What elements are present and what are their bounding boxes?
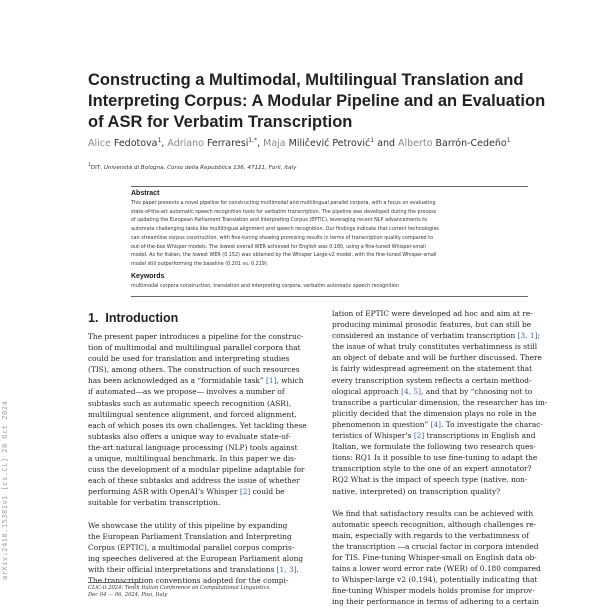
body-line [332,408,570,419]
body-text: producing minimal prosodic features, but can still be [332,320,532,330]
title-line: of ASR for Verbatim Transcription [88,113,353,131]
footnote-rule [88,582,143,583]
body-line [332,330,570,341]
body-text: to Whisper-large v2 (0.194), potentially indicating that [332,575,538,585]
body-line [332,563,570,574]
body-text: We find that satisfactory results can be achieved with [332,508,534,518]
body-text: if automated—as we propose— involves a number of [88,387,285,397]
body-line [332,352,570,363]
body-text: main, especially with regards to the verbatimness of [332,530,529,540]
abstract-bottom-rule [131,296,528,297]
body-text: multilingual sentence alignment, and forced alignment, [88,409,297,419]
affiliation-mark: 1 [88,163,91,168]
author [167,138,257,149]
body-line [332,463,570,474]
body-text: Corpus (EPTIC), a multimodal parallel corpus compris- [88,542,295,552]
body-text: . To investigate the charac- [441,419,543,429]
body-text: could be used for translation and interpreting studies [88,354,290,364]
body-line [332,497,570,508]
section-heading [88,311,178,325]
arxiv-watermark: arXiv:2410.15381v1 [cs.CL] 20 Oct 2024 [1,400,9,580]
citation-link[interactable]: [1, 3] [276,564,297,574]
body-text: an object of debate and will be further discussed. There [332,353,542,363]
affiliation [88,163,568,171]
body-line [88,386,320,397]
abstract-line: model. As for Italian, the lowest WER (0.152) was obtained by the Whisper Large-v2 model, with the fine-tuned Whisper-small [131,252,437,259]
author-separator: and [374,138,399,150]
affiliation-address: Università di Bologna, Corso della Repubblica 136, 47121, Forlì, Italy [103,164,297,171]
body-line [88,431,320,442]
body-line [88,564,320,575]
title-line: Interpreting Corpus: A Modular Pipeline and an Evaluation [88,92,546,110]
body-text: ; [537,331,540,341]
body-text: , and that by “choosing not to [421,386,533,396]
conference-footnote [88,585,328,599]
body-text: Italian, we formulate the following two research ques- [332,442,536,452]
body-line [332,419,570,430]
body-line [332,441,570,452]
body-line [332,552,570,563]
abstract-line: out-of-the-box Whisper models. The lowest overall WER achieved for English was 0.180, using a fine-tuned Whisper-small [131,243,426,250]
body-line [88,364,320,375]
author-given-name: Alberto [398,138,436,150]
body-text: for TIS. Fine-tuning Whisper-small on English data ob- [332,553,537,563]
paper-title [88,70,558,133]
citation-link[interactable]: [4, 5] [401,386,421,396]
author-separator: , [257,138,264,150]
footnote-line: Dec 04 — 06, 2024, Pisa, Italy [88,592,168,598]
body-line [88,531,320,542]
body-text: phenomenon in question” [332,419,431,429]
author-separator: , [161,138,168,150]
author-affiliation-mark: 1 [370,137,375,144]
abstract-body [131,199,528,269]
keywords-text: multimodal corpora construction, translation and interpreting corpora, verbatim automatic speech recognition [131,283,399,289]
body-text: subtasks such as automatic speech recognition (ASR), [88,398,292,408]
body-line [88,442,320,453]
body-text: The present paper introduces a pipeline for the construc- [88,332,304,341]
body-text: tains a lower word error rate (WER) of 0.180 compared [332,564,541,574]
body-text: performing ASR with OpenAI’s Whisper [88,487,240,497]
body-text: native, interpreted) on transcription quality? [332,486,501,496]
body-text: tion of multimodal and multilingual parallel corpora that [88,343,301,353]
body-line [332,530,570,541]
body-line [332,519,570,530]
author-affiliation-mark: 1 [157,137,162,144]
citation-link[interactable]: [4] [430,419,442,429]
body-line [332,508,570,519]
author-affiliation-mark: 1 [506,137,511,144]
body-line [332,363,570,374]
body-line [88,375,320,386]
abstract-line: state-of-the-art automatic speech recognition tools for verbatim transcription. The pipeline was developed during the process [131,208,437,215]
body-line [88,475,320,486]
body-line [88,509,320,520]
body-line [88,520,320,531]
body-line [332,452,570,463]
author-family-name: Ferraresi [206,138,249,150]
keywords-heading: Keywords [131,273,165,280]
body-line [332,596,570,607]
abstract-top-rule [131,186,528,187]
body-line [88,553,320,564]
body-text: each of which poses its own challenges. Yet tackling these [88,420,307,430]
author-family-name: Barrón-Cedeño [435,138,507,150]
body-text: tions: RQ1 Is it possible to use fine-tuning to adapt the [332,453,538,463]
author [398,138,511,149]
body-text: has been acknowledged as a “formidable task” [88,376,267,386]
body-text: We showcase the utility of this pipeline by expanding [88,520,288,530]
body-text: teristics of Whisper’s [332,431,414,441]
abstract-heading: Abstract [131,190,160,197]
abstract-line: can streamline corpus construction, with fine-tuning showing promising results in terms of transcription quality compared to [131,234,434,241]
title-line: Constructing a Multimodal, Multilingual Translation and [88,71,524,89]
author [88,138,161,149]
body-text: cuss the development of a modular pipeline adaptable for [88,465,305,475]
body-text: ing their performance in terms of adhering to a certain [332,597,540,607]
body-text: suitable for verbatim transcription. [88,498,221,508]
body-text: considered an instance of verbatim transcription [332,331,518,341]
abstract-line: This paper presents a novel pipeline for constructing multimodal and multilingual parallel corpora, with a focus on evaluating [131,200,436,206]
body-text: lation of EPTIC were developed ad hoc and aim at re- [332,309,533,318]
body-line [88,331,320,342]
citation-link[interactable]: [3, 1] [517,331,538,341]
footnote-line: CLiC-it 2024: Tenth Italian Conference on Computational Linguistics, [88,585,271,591]
body-text: the European Parliament Translation and Interpreting [88,531,292,541]
section-title: Introduction [105,311,179,325]
author [263,138,374,149]
body-text: with their official interpretations and translations [88,564,277,574]
body-line [88,420,320,431]
body-text: plicitly decided that the dimension plays no role in the [332,408,537,418]
body-line [332,308,570,319]
body-text: transcription style to the one of an expert annotator? [332,464,532,474]
body-text: the-art natural language processing (NLP) tools against [88,442,298,452]
body-line [332,341,570,352]
body-line [332,430,570,441]
body-text: ing speeches delivered at the European Parliament along [88,553,304,563]
body-text: the transcription —a crucial factor in corpora intended [332,541,539,551]
abstract-line: model still outperforming the baseline (0.201 vs. 0.219). [131,260,269,267]
affiliation-org: DIT, [90,164,104,171]
body-line [88,497,320,508]
section-number: 1. [88,311,99,325]
body-line [332,585,570,596]
citation-link[interactable]: [2] [239,487,251,497]
body-text: , which [276,376,304,386]
body-line [88,342,320,353]
body-line [332,474,570,485]
body-text: automatic speech recognition, although challenges re- [332,519,537,529]
citation-link[interactable]: [1] [266,376,277,386]
body-line [332,397,570,408]
body-text: RQ2 What is the impact of speech type (native, non- [332,475,528,485]
author-affiliation-mark: 1,* [248,137,258,144]
body-line [332,574,570,585]
body-line [332,486,570,497]
abstract-line: of updating the European Parliament Translation and Interpreting Corpus (EPTIC), leveraging recent NLP advancements to [131,217,428,224]
author-family-name: Miličević Petrović [288,138,371,150]
body-line [332,375,570,386]
body-line [88,409,320,420]
author-given-name: Adriano [167,138,207,150]
body-text: could be [250,487,285,497]
body-column-right [332,308,570,608]
author-given-name: Maja [263,138,289,150]
body-line [332,319,570,330]
body-text: each of these subtasks and address the issue of whether [88,476,300,486]
author-family-name: Fedotova [113,138,158,150]
body-line [88,453,320,464]
body-text: the issue of what truly constitutes verbatimness is still [332,342,538,352]
author-list [88,137,568,149]
citation-link[interactable]: [2] [413,431,425,441]
body-text: a unique, multilingual benchmark. In this paper we dis- [88,454,297,464]
body-text: transcriptions in English and [424,431,536,441]
abstract-line: automate challenging tasks like multilingual alignment and speech recognition. Our findings indicate that current technologies [131,226,439,233]
author-given-name: Alice [88,138,114,150]
body-text: (TIS), among others. The construction of such resources [88,365,300,375]
body-text: ological approach [332,386,402,396]
body-column-left [88,331,320,586]
body-text: transcribe a particular dimension, the researcher has im- [332,397,548,407]
body-line [332,386,570,397]
body-line [88,486,320,497]
body-text: The transcription conventions adopted for the compi- [88,576,289,586]
body-text: fine-tuning Whisper models holds promise for improv- [332,586,535,596]
body-line [88,464,320,475]
body-line [88,542,320,553]
body-text: . [296,564,299,574]
body-line [88,398,320,409]
body-text: every transcription system reflects a certain method- [332,375,532,385]
body-line [332,541,570,552]
body-text: subtasks also offers a unique way to evaluate state-of- [88,431,291,441]
body-text: is fairly widespread agreement on the statement that [332,364,533,374]
body-line [88,353,320,364]
